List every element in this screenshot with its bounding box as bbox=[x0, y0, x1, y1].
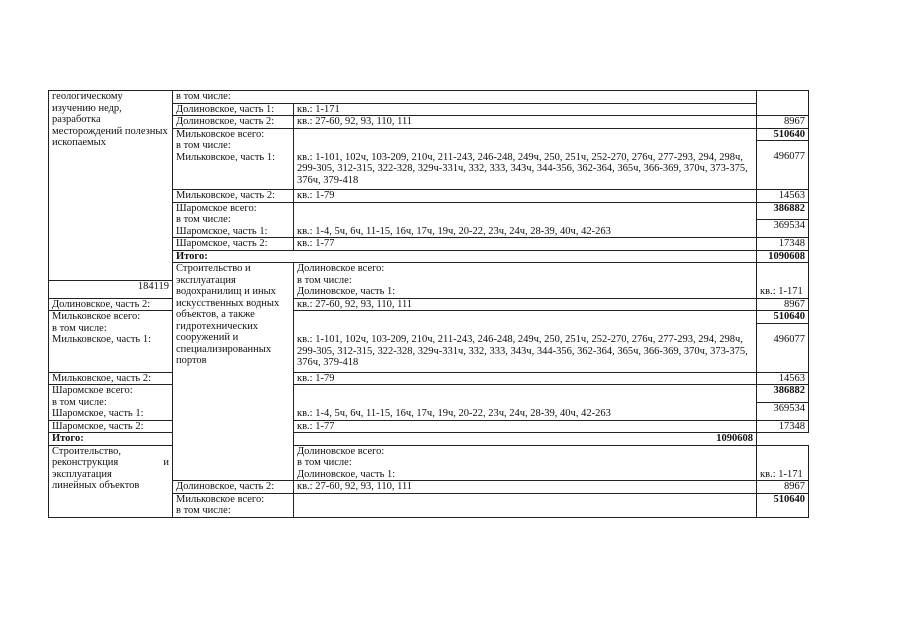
quarters-text: кв.: 1-101, 102ч, 103-209, 210ч, 211-243, 246-248, 249ч, 250, 251ч, 252-270, 276ч, 277-293, 294, 298ч, 299-305, 312-315, 322-328, 329ч-331ч, 332, 333, 343ч, 344-356, 362-364, 365ч, 366-369, 370ч, 373-375, 376ч, 379-418 bbox=[297, 151, 748, 186]
forestry-label: Шаромское, часть 2: bbox=[173, 238, 294, 251]
area-total-value: 510640 bbox=[757, 493, 809, 517]
forestry-label: Долиновское, часть 2: bbox=[173, 481, 294, 494]
area-value: 17348 bbox=[757, 420, 809, 433]
quarters-text: кв.: 1-101, 102ч, 103-209, 210ч, 211-243, 246-248, 249ч, 250, 251ч, 252-270, 276ч, 277-293, 294, 298ч, 299-305, 312-315, 322-328, 329ч-331ч, 332, 333, 343ч, 344-356, 362-364, 365ч, 366-369, 370ч, 373-375, 376ч, 379-418 bbox=[297, 334, 748, 368]
purpose-cell: геологическому изучению недр, разработка месторождений полезных ископаемых bbox=[49, 91, 173, 281]
forestry-part-label: Шаромское, часть 1: bbox=[176, 225, 268, 237]
purpose-cell bbox=[49, 445, 173, 517]
purpose-word: реконструкция bbox=[52, 457, 119, 468]
quarters-cell bbox=[294, 385, 757, 421]
forestry-total-label: Мильковское всего: bbox=[52, 311, 141, 322]
forestry-label: Мильковское, часть 2: bbox=[49, 372, 173, 385]
quarters-cell bbox=[757, 263, 809, 299]
forestry-label: Долиновское, часть 2: bbox=[49, 298, 173, 311]
forestry-label bbox=[173, 493, 294, 517]
forest-quarters-table bbox=[48, 90, 809, 518]
area-value: 184119 bbox=[49, 280, 173, 298]
quarters-cell bbox=[294, 128, 757, 190]
purpose-line bbox=[52, 457, 169, 469]
quarters-text: кв.: 1-171 bbox=[760, 468, 803, 480]
quarters-cell bbox=[294, 202, 757, 238]
forestry-label bbox=[294, 445, 757, 481]
forestry-sub-label: в том числе: bbox=[176, 505, 231, 516]
table-row bbox=[49, 420, 809, 433]
table-row bbox=[49, 385, 809, 403]
table-row bbox=[49, 445, 809, 463]
quarters-cell: кв.: 1-79 bbox=[294, 190, 757, 203]
forestry-label bbox=[49, 311, 173, 373]
forestry-label: в том числе: bbox=[173, 91, 757, 104]
forestry-label bbox=[173, 128, 294, 190]
quarters-text: кв.: 1-171 bbox=[760, 286, 803, 297]
forestry-sub-label: в том числе: bbox=[297, 457, 352, 468]
forestry-label bbox=[49, 385, 173, 421]
total-area-value: 1090608 bbox=[294, 433, 757, 446]
quarters-cell: кв.: 27-60, 92, 93, 110, 111 bbox=[294, 298, 757, 311]
purpose-word: и bbox=[163, 457, 169, 468]
area-total-value: 510640 bbox=[757, 311, 809, 324]
forestry-sub-label: в том числе: bbox=[297, 274, 352, 286]
forestry-part-label: Мильковское, часть 1: bbox=[52, 334, 151, 345]
total-label: Итого: bbox=[173, 250, 757, 263]
total-label: Итого: bbox=[49, 433, 294, 446]
quarters-cell: кв.: 1-79 bbox=[294, 372, 757, 385]
forestry-part-label: Мильковское, часть 1: bbox=[176, 151, 275, 163]
area-value: 496077 bbox=[757, 141, 809, 190]
quarters-text: кв.: 1-4, 5ч, 6ч, 11-15, 16ч, 17ч, 19ч, 20-22, 23ч, 24ч, 28-39, 40ч, 42-263 bbox=[297, 225, 611, 237]
area-value: 8967 bbox=[757, 298, 809, 311]
forestry-label: Шаромское, часть 2: bbox=[49, 420, 173, 433]
forestry-total-label: Долиновское всего: bbox=[297, 263, 385, 274]
area-total-value: 386882 bbox=[757, 202, 809, 220]
table-row bbox=[49, 433, 809, 446]
table-row bbox=[49, 91, 809, 104]
forestry-total-label: Мильковское всего: bbox=[176, 493, 265, 505]
quarters-text: кв.: 1-4, 5ч, 6ч, 11-15, 16ч, 17ч, 19ч, 20-22, 23ч, 24ч, 28-39, 40ч, 42-263 bbox=[297, 408, 611, 419]
forestry-sub-label: в том числе: bbox=[52, 322, 107, 334]
forestry-label bbox=[294, 263, 757, 299]
forestry-part-label: Долиновское, часть 1: bbox=[297, 468, 396, 480]
area-value: 8967 bbox=[757, 481, 809, 494]
table-row bbox=[49, 311, 809, 324]
quarters-cell: кв.: 1-77 bbox=[294, 420, 757, 433]
forestry-label: Долиновское, часть 2: bbox=[173, 116, 294, 129]
purpose-cell: Строительство и эксплуатация водохранилищ и иных искусственных водных объектов, а также гидротехнических сооружений и специализированных портов bbox=[173, 263, 294, 481]
area-value bbox=[757, 91, 809, 116]
quarters-cell: кв.: 1-171 bbox=[294, 103, 757, 116]
area-value: 496077 bbox=[757, 323, 809, 372]
forestry-part-label: Шаромское, часть 1: bbox=[52, 408, 144, 419]
area-value: 14563 bbox=[757, 372, 809, 385]
quarters-cell: кв.: 27-60, 92, 93, 110, 111 bbox=[294, 481, 757, 494]
forestry-label: Долиновское, часть 1: bbox=[173, 103, 294, 116]
area-value: 8967 bbox=[757, 116, 809, 129]
area-total-value: 510640 bbox=[757, 128, 809, 141]
area-value: 14563 bbox=[757, 190, 809, 203]
forestry-total-label: Долиновское всего: bbox=[297, 445, 385, 457]
table-row bbox=[49, 298, 809, 311]
purpose-line: эксплуатация bbox=[52, 468, 112, 480]
forestry-sub-label: в том числе: bbox=[52, 396, 107, 408]
forestry-sub-label: в том числе: bbox=[176, 140, 231, 151]
total-area-value: 1090608 bbox=[757, 250, 809, 263]
forestry-sub-label: в том числе: bbox=[176, 214, 231, 225]
area-value: 369534 bbox=[757, 220, 809, 238]
quarters-cell bbox=[294, 493, 757, 517]
forestry-part-label: Долиновское, часть 1: bbox=[297, 286, 396, 297]
quarters-cell: кв.: 1-77 bbox=[294, 238, 757, 251]
purpose-line: линейных объектов bbox=[52, 480, 140, 491]
forestry-total-label: Шаромское всего: bbox=[176, 202, 257, 214]
quarters-cell bbox=[294, 311, 757, 373]
purpose-line: Строительство, bbox=[52, 445, 121, 457]
forestry-total-label: Шаромское всего: bbox=[52, 385, 133, 396]
area-total-value: 386882 bbox=[757, 385, 809, 403]
forestry-label bbox=[173, 202, 294, 238]
table-row bbox=[49, 372, 809, 385]
forestry-total-label: Мильковское всего: bbox=[176, 128, 265, 140]
area-value: 369534 bbox=[757, 402, 809, 420]
forestry-label: Мильковское, часть 2: bbox=[173, 190, 294, 203]
quarters-cell bbox=[757, 445, 809, 481]
quarters-cell: кв.: 27-60, 92, 93, 110, 111 bbox=[294, 116, 757, 129]
area-value: 17348 bbox=[757, 238, 809, 251]
